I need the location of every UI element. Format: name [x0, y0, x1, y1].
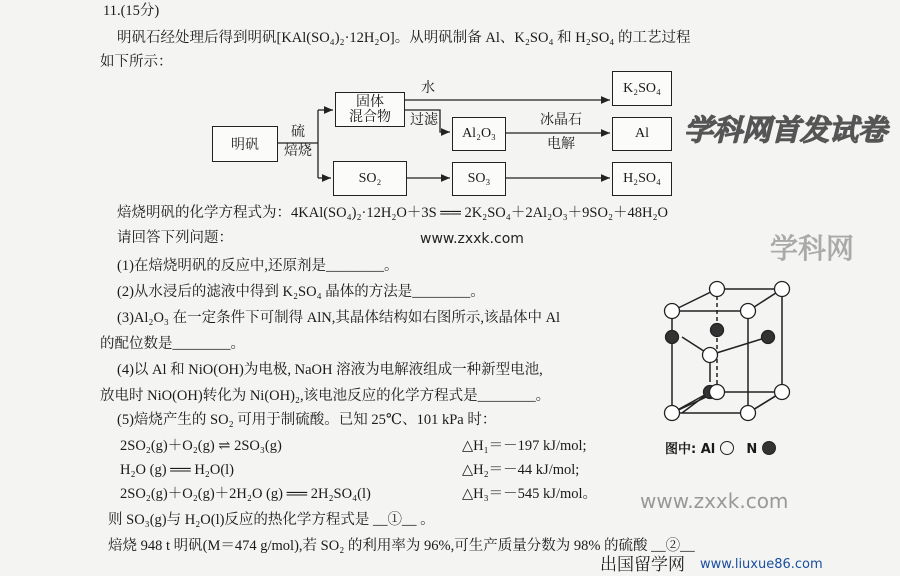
solid-label-2: 混合物: [349, 109, 391, 125]
electrolysis-label: 电解: [547, 137, 575, 152]
enthalpy-3: △H₃＝－545 kJ/mol。: [462, 486, 598, 502]
so3-box: SO₃: [452, 162, 506, 196]
k2so4-box: K₂SO₄: [612, 71, 672, 106]
filter-label: 过滤: [410, 113, 438, 128]
question-4-line-2: 放电时 NiO(OH)转化为 Ni(OH)₂,该电池反应的化学方程式是________。: [100, 388, 551, 404]
roast-label-1: 硫: [291, 125, 305, 140]
site-url-watermark: www.liuxue86.com: [700, 557, 823, 572]
al-box: Al: [612, 117, 672, 151]
roast-equation: 焙烧明矾的化学方程式为：4KAl(SO₄)₂·12H₂O＋3S ══ 2K₂SO₄＋2Al₂O₃＋9SO₂＋48H₂O: [117, 205, 668, 221]
intro-line-1: 明矾石经处理后得到明矾[KAl(SO₄)₂·12H₂O]。从明矾制备 Al、K₂SO₄ 和 H₂SO₄ 的工艺过程: [117, 30, 691, 46]
h2so4-box: H₂SO₄: [612, 162, 672, 196]
intro-line-2: 如下所示：: [100, 54, 173, 70]
questions-prompt: 请回答下列问题：: [117, 230, 233, 246]
question-number: 11.(15分): [103, 3, 160, 19]
equation-2: H₂O (g) ══ H₂O(l): [120, 462, 235, 478]
question-5-intro: (5)焙烧产生的 SO₂ 可用于制硫酸。已知 25℃、101 kPa 时：: [117, 412, 497, 428]
roast-label-2: 焙烧: [284, 144, 312, 159]
question-4-line-1: (4)以 Al 和 NiO(OH)为电极, NaOH 溶液为电解液组成一种新型电池,: [117, 362, 543, 378]
equation-3: 2SO₂(g)＋O₂(g)＋2H₂O (g) ══ 2H₂SO₄(l): [120, 486, 371, 502]
equation-1: 2SO₂(g)＋O₂(g) ⇌ 2SO₃(g): [120, 438, 282, 454]
solid-label-1: 固体: [356, 94, 384, 110]
question-3-line-1: (3)Al₂O₃ 在一定条件下可制得 AlN,其晶体结构如右图所示,该晶体中 Al: [117, 310, 561, 326]
question-3-line-2: 的配位数是________。: [100, 336, 245, 352]
question-2: (2)从水浸后的滤液中得到 K₂SO₄ 晶体的方法是________。: [117, 284, 485, 300]
question-5-part-1: 则 SO₃(g)与 H₂O(l)反应的热化学方程式是 __①__ 。: [108, 512, 435, 528]
enthalpy-2: △H₂＝－44 kJ/mol;: [462, 462, 580, 478]
question-5-part-2: 焙烧 948 t 明矾(M＝474 g/mol),若 SO₂ 的利用率为 96%,可生产质量分数为 98% 的硫酸 __②__: [108, 538, 695, 554]
watermark-main: 学科网首发试卷: [684, 113, 888, 147]
al-atom-icon: [720, 441, 734, 455]
question-1: (1)在焙烧明矾的反应中,还原剂是________。: [117, 258, 399, 274]
crystal-legend: [665, 441, 776, 459]
site-name-watermark: 出国留学网: [600, 555, 685, 575]
legend-n-label: N: [746, 442, 758, 457]
legend-prefix: 图中:: [665, 442, 697, 457]
alum-box: 明矾: [212, 126, 278, 162]
enthalpy-1: △H₁＝－197 kJ/mol;: [462, 438, 587, 454]
so2-box: SO₂: [333, 161, 407, 196]
watermark-url-2: www.zxxk.com: [640, 489, 789, 513]
al2o3-box: Al₂O₃: [452, 117, 506, 151]
legend-al-label: Al: [700, 442, 716, 457]
water-label: 水: [421, 81, 435, 96]
cryolite-label: 冰晶石: [540, 113, 582, 128]
watermark-url-1: www.zxxk.com: [420, 231, 524, 247]
watermark-brand: 学科网: [770, 232, 855, 265]
n-atom-icon: [762, 441, 776, 455]
